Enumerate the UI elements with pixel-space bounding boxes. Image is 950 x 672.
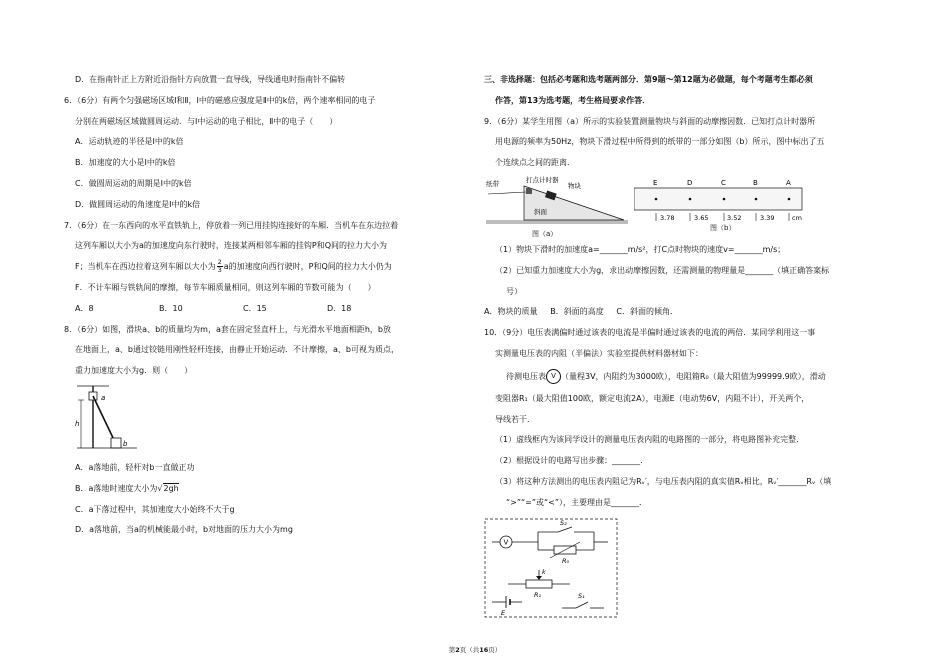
q7-option-d: D．18 <box>327 303 352 313</box>
label-b: b <box>123 439 128 448</box>
rod-slider-diagram <box>75 382 145 454</box>
switch-s2 <box>558 527 572 532</box>
dot-b <box>755 198 758 201</box>
incline-apparatus-diagram <box>484 174 632 238</box>
point-label-b: B <box>753 178 758 187</box>
left-column <box>64 70 464 541</box>
q9-stem-line-2: 用电源的频率为50Hz，物块下滑过程中所得到的纸带的一部分如图（b）所示，图中标出了五 <box>495 137 825 147</box>
footer-mid: 页（共 <box>459 646 480 654</box>
footer-page-number: 2 <box>455 646 460 654</box>
q6-option-b: B．加速度的大小是Ⅰ中的k倍 <box>75 158 176 168</box>
circuit-label-k: k <box>542 567 546 576</box>
q6-stem-line-2: 分别在两磁场区域做圆周运动．与Ⅰ中运动的电子相比，Ⅱ中的电子（ ） <box>75 116 338 126</box>
q6-option-a: A．运动轨迹的半径是Ⅰ中的k倍 <box>75 137 184 147</box>
distance-dc: 3.65 <box>694 213 709 222</box>
sqrt-radicand: 2gh <box>163 483 179 493</box>
q10-equipment-line-3: 导线若干． <box>495 414 535 424</box>
circuit-label-s1: S₁ <box>578 591 585 600</box>
q7-stem-line-4: F．不计车厢与铁轨间的摩擦，每节车厢质量相同，则这列车厢的节数可能为（ ） <box>75 282 376 292</box>
point-label-a: A <box>786 178 791 187</box>
point-label-c: C <box>721 178 726 187</box>
switch-s1 <box>576 602 588 608</box>
q7-stem-line-1: 7．（6分）在一东西向的水平直铁轨上，停放着一列已用挂钩连接好的车厢．当机车在东边拉着 <box>64 220 399 230</box>
q7-option-a: A．8 <box>75 303 94 313</box>
figure-a <box>484 174 632 247</box>
label-timer: 打点计时器 <box>526 175 559 184</box>
distance-unit: cm <box>792 213 802 222</box>
circuit-label-r0: R₀ <box>562 556 570 565</box>
q7-stem-line-2: 这列车厢以大小为a的加速度向东行驶时，连接某两相邻车厢的挂钩P和Q间的拉力大小为 <box>75 241 388 251</box>
rheostat-r1 <box>526 580 552 588</box>
voltmeter-icon: V <box>546 369 561 384</box>
q9-stem-line-1: 9．（6分）某学生用图（a）所示的实验装置测量物块与斜面的动摩擦因数．已知打点计时器所 <box>484 116 816 126</box>
q8-option-c: C．a下落过程中，其加速度大小始终不大于g <box>75 504 235 514</box>
q8-stem-line-1: 8．（6分）如图，滑块a、b的质量均为m，a套在固定竖直杆上，与光滑水平地面相距h，b放 <box>64 324 392 334</box>
distance-ed: 3.78 <box>660 213 675 222</box>
dot-c <box>723 198 726 201</box>
dot-e <box>655 198 658 201</box>
q8-figure <box>64 382 464 458</box>
circuit-label-v: V <box>503 538 509 547</box>
label-h: h <box>75 419 80 428</box>
q10-sub-2: （2）根据设计的电路写出步骤：_______． <box>495 456 649 466</box>
q10-circuit <box>484 518 889 627</box>
distance-ba: 3.39 <box>760 213 775 222</box>
q10-sub-3-line-2: “>”“=”或“<”），主要理由是_______． <box>506 497 647 507</box>
fraction-two-thirds <box>217 259 223 274</box>
q8-stem-line-3: 重力加速度大小为g．则（ ） <box>75 366 193 376</box>
page-footer <box>0 646 950 654</box>
q10-equipment-line-1 <box>484 365 889 389</box>
dot-d <box>689 198 692 201</box>
point-label-d: D <box>687 178 693 187</box>
q10-stem-line-2: 实测量电压表的内阻（半偏法）实验室提供材料器材如下： <box>495 348 703 358</box>
q9-option-b: B．斜面的高度 <box>550 307 604 317</box>
q6-option-c: C．做圆周运动的周期是Ⅰ中的k倍 <box>75 178 192 188</box>
q8-option-d: D．a落地前，当a的机械能最小时，b对地面的压力大小为mg <box>75 525 293 535</box>
label-paper-tape: 纸带 <box>486 179 499 188</box>
circuit-label-s2: S₂ <box>560 518 567 527</box>
q7-line-3-pre: F；当机车在西边拉着这列车厢以大小为 <box>75 262 216 272</box>
q9-option-c: C．斜面的倾角． <box>616 307 679 317</box>
section-title-line-2: 作答，第13为选考题，考生格局要求作答． <box>495 95 651 105</box>
fraction-numerator: 2 <box>217 258 222 267</box>
q7-options <box>64 299 464 320</box>
q10-equipment-line-2: 变阻器R₁（最大阻值100欧，额定电流2A），电源E（电动势6V，内阻不计），开关两个， <box>495 393 810 403</box>
q7-option-b: B．10 <box>159 303 183 313</box>
section-title-line-1: 三、非选择题：包括必考题和选考题两部分．第9题～第12题为必做题，每个考题考生都必须 <box>484 75 813 84</box>
q10-sub-3-line-1: （3）将这种方法测出的电压表内阻记为Rᵥ′，与电压表内阻的真实值Rᵥ相比，Rᵥ′_______Rᵥ（填 <box>495 476 832 486</box>
q10-stem-line-1: 10．（9分）电压表满偏时通过该表的电流是半偏时通过该表的电流的两倍．某同学利用这一事 <box>484 328 816 338</box>
footer-total-pages: 16 <box>479 646 489 654</box>
q8-option-a: A．a落地前，轻杆对b一直做正功 <box>75 462 195 472</box>
fraction-denominator: 3 <box>217 266 222 275</box>
q7-line-3-post: a的加速度向西行驶时，P和Q间的拉力大小仍为 <box>223 262 392 272</box>
q10-sub-1: （1）虚线框内为该同学设计的测量电压表内阻的电路图的一部分，将电路图补充完整． <box>495 435 805 445</box>
circuit-diagram <box>484 518 618 618</box>
label-slope: 斜面 <box>534 207 547 216</box>
q6-option-d: D．做圆周运动的角速度是Ⅰ中的k倍 <box>75 199 201 209</box>
q5-option-d: D．在指南针正上方附近沿指针方向放置一直导线，导线通电时指南针不偏转 <box>75 75 346 84</box>
footer-pre: 第 <box>448 646 456 654</box>
circuit-label-r1: R₁ <box>534 590 542 599</box>
paper-tape-diagram <box>634 174 809 228</box>
footer-post: 页） <box>488 646 502 654</box>
dot-a <box>788 198 791 201</box>
right-column <box>484 70 889 626</box>
q9-figures <box>484 174 889 240</box>
q9-option-a: A．物块的质量 <box>484 307 538 317</box>
label-block: 物块 <box>568 181 581 190</box>
q7-option-c: C．15 <box>243 303 267 313</box>
q8-option-b-pre: B．a落地时速度大小为 <box>75 483 158 493</box>
q9-options <box>484 302 889 323</box>
q9-stem-line-3: 个连续点之间的距离． <box>495 158 575 168</box>
q8-stem-line-2: 在地面上，a、b通过铰链用刚性轻杆连接，由静止开始运动．不计摩擦，a、b可视为质点， <box>75 345 399 355</box>
q8-option-b <box>64 479 464 500</box>
q9-sub-1: （1）物块下滑时的加速度a=_______m/s²，打C点时物块的速度v=_______m/s； <box>495 244 786 254</box>
distance-cb: 3.52 <box>727 213 742 222</box>
figure-b-caption: 图（b） <box>710 223 736 232</box>
q9-sub-2-line-2: 号） <box>506 286 522 296</box>
equipment-pre: 待测电压表 <box>506 371 546 381</box>
equipment-post: （量程3V，内阻约为3000欧），电阻箱R₀（最大阻值为99999.9欧），滑动 <box>561 371 826 381</box>
q6-stem-line-1: 6．（6分）有两个匀强磁场区域Ⅰ和Ⅱ，Ⅰ中的磁感应强度是Ⅱ中的k倍，两个速率相同的电子 <box>64 95 376 105</box>
point-label-e: E <box>653 178 658 187</box>
circuit-label-e: E <box>501 608 506 617</box>
q7-stem-line-3 <box>64 257 464 278</box>
label-a: a <box>101 393 106 402</box>
sqrt-symbol: √ <box>157 483 163 493</box>
q9-sub-2-line-1: （2）已知重力加速度大小为g，求出动摩擦因数，还需测量的物理量是_______（填正确答案标 <box>495 265 830 275</box>
figure-a-caption: 图（a） <box>532 229 558 238</box>
